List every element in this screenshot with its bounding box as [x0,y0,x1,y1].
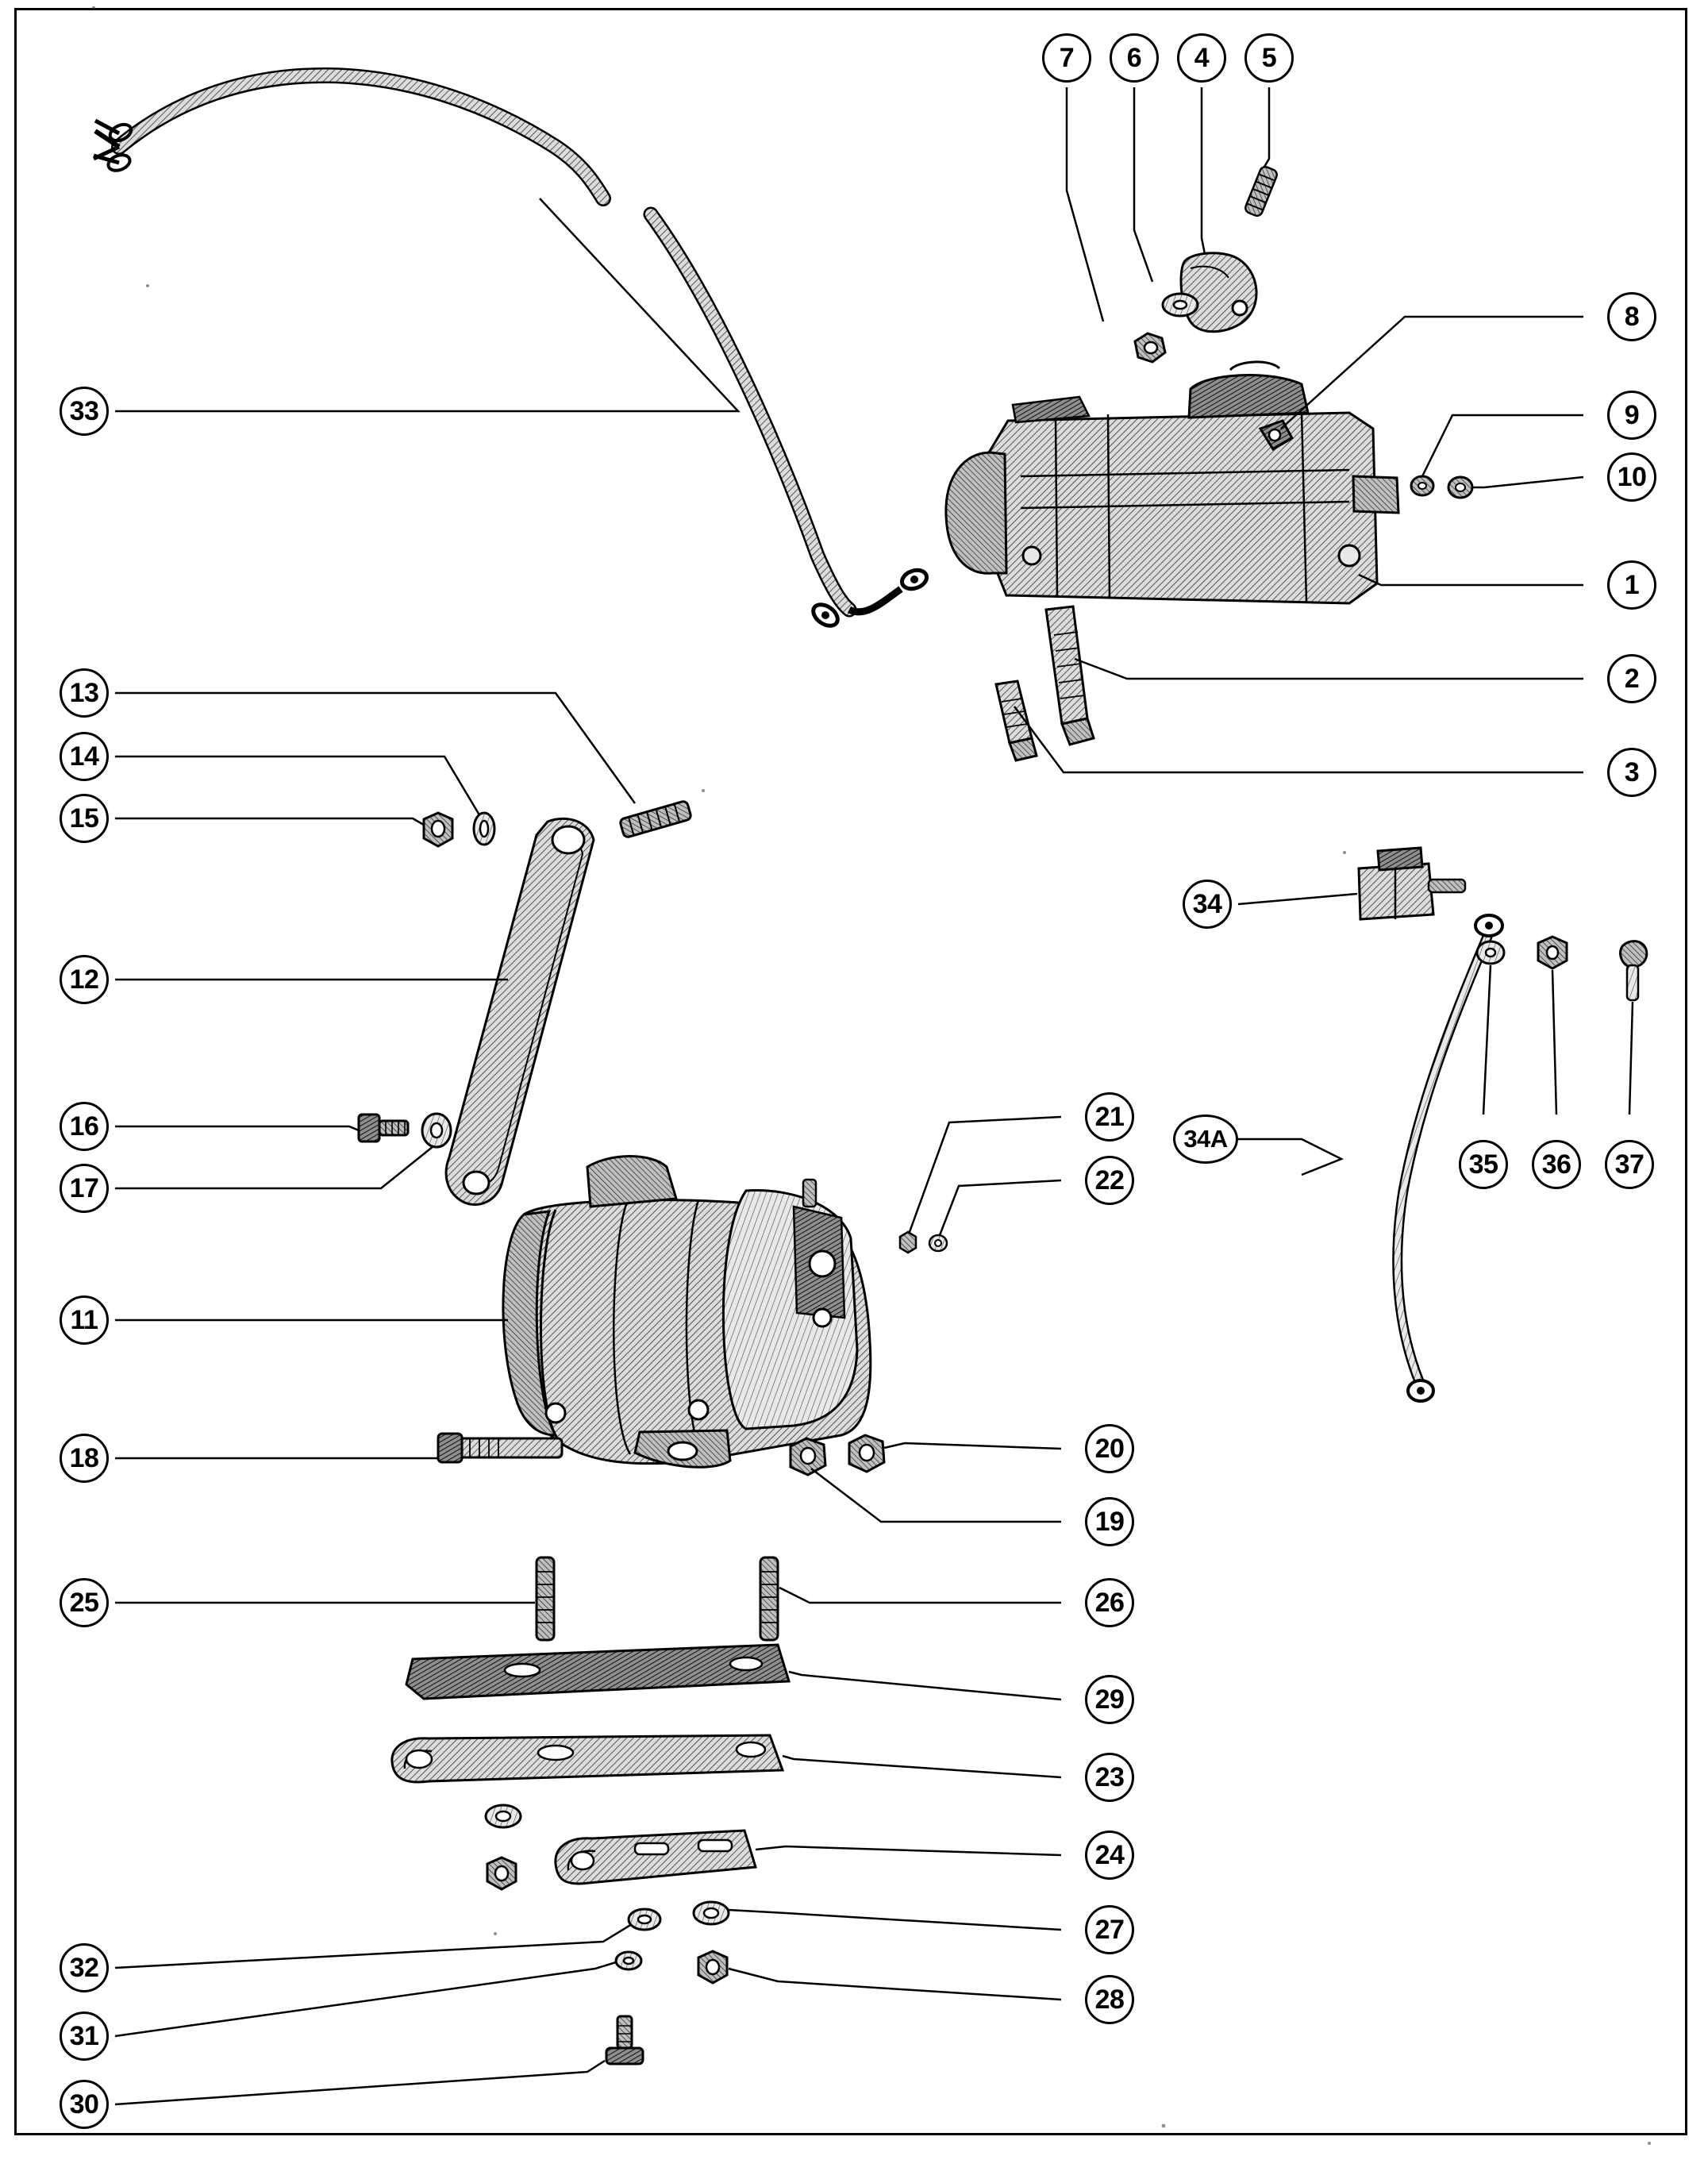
callout-9[interactable]: 9 [1607,391,1656,440]
callout-2[interactable]: 2 [1607,654,1656,703]
callout-25[interactable]: 25 [60,1578,109,1627]
callout-22[interactable]: 22 [1085,1156,1134,1205]
callout-15[interactable]: 15 [60,794,109,843]
callout-8[interactable]: 8 [1607,292,1656,341]
callout-5[interactable]: 5 [1244,33,1294,83]
callout-18[interactable]: 18 [60,1434,109,1483]
callout-13[interactable]: 13 [60,668,109,718]
callout-23[interactable]: 23 [1085,1753,1134,1802]
callout-12[interactable]: 12 [60,955,109,1004]
callout-21[interactable]: 21 [1085,1092,1134,1141]
callout-7[interactable]: 7 [1042,33,1091,83]
callout-14[interactable]: 14 [60,732,109,781]
callout-35[interactable]: 35 [1459,1140,1508,1189]
callout-27[interactable]: 27 [1085,1905,1134,1954]
callout-34[interactable]: 34 [1183,880,1232,929]
callout-3[interactable]: 3 [1607,748,1656,797]
page-border [14,8,1687,2135]
callout-28[interactable]: 28 [1085,1975,1134,2024]
callout-30[interactable]: 30 [60,2080,109,2129]
callout-16[interactable]: 16 [60,1102,109,1151]
callout-32[interactable]: 32 [60,1943,109,1992]
callout-33[interactable]: 33 [60,387,109,436]
callout-24[interactable]: 24 [1085,1831,1134,1880]
callout-37[interactable]: 37 [1605,1140,1654,1189]
callout-19[interactable]: 19 [1085,1497,1134,1546]
callout-34a[interactable]: 34A [1173,1115,1238,1164]
callout-31[interactable]: 31 [60,2012,109,2061]
callout-29[interactable]: 29 [1085,1675,1134,1724]
callout-1[interactable]: 1 [1607,560,1656,610]
callout-6[interactable]: 6 [1110,33,1159,83]
callout-4[interactable]: 4 [1177,33,1226,83]
callout-11[interactable]: 11 [60,1295,109,1345]
callout-26[interactable]: 26 [1085,1578,1134,1627]
callout-17[interactable]: 17 [60,1164,109,1213]
callout-10[interactable]: 10 [1607,452,1656,502]
callout-36[interactable]: 36 [1532,1140,1581,1189]
callout-20[interactable]: 20 [1085,1424,1134,1473]
